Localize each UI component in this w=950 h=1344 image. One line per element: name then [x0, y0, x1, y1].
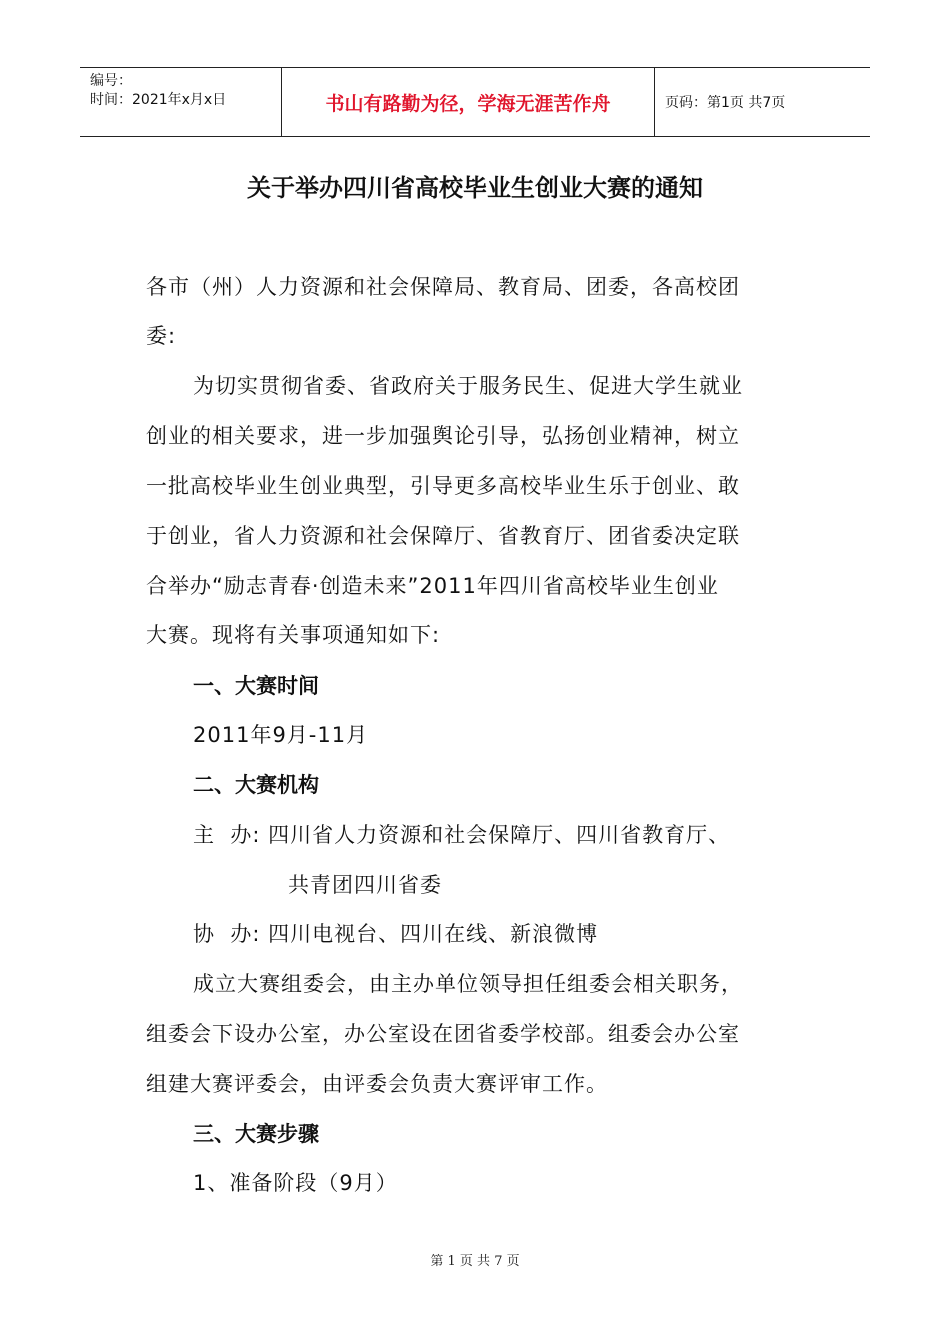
paragraph-line: 大赛。现将有关事项通知如下:	[146, 623, 441, 647]
header-table	[80, 67, 870, 137]
paragraph-line: 组委会下设办公室，办公室设在团省委学校部。组委会办公室	[146, 1022, 740, 1046]
paragraph-line: 合举办“励志青春·创造未来”2011年四川省高校毕业生创业	[146, 574, 719, 598]
paragraph-line: 于创业，省人力资源和社会保障厅、省教育厅、团省委决定联	[146, 524, 740, 548]
host-line: 主 办: 四川省人力资源和社会保障厅、四川省教育厅、	[193, 823, 731, 847]
paragraph-line: 组建大赛评委会，由评委会负责大赛评审工作。	[146, 1072, 608, 1096]
header-meta-cell	[80, 68, 282, 136]
section-heading-time: 一、大赛时间	[193, 674, 319, 698]
salutation-line-1: 各市（州）人力资源和社会保障局、教育局、团委，各高校团	[146, 275, 740, 299]
section-heading-organization: 二、大赛机构	[193, 773, 319, 797]
paragraph-line: 一批高校毕业生创业典型，引导更多高校毕业生乐于创业、敢	[146, 474, 740, 498]
step-item: 1、准备阶段（9月）	[193, 1171, 398, 1195]
page-footer: 第 1 页 共 7 页	[430, 1254, 520, 1269]
host-line-continued: 共青团四川省委	[288, 873, 442, 897]
paragraph-line: 成立大赛组委会，由主办单位领导担任组委会相关职务，	[193, 972, 743, 996]
salutation-line-2: 委:	[146, 324, 177, 348]
contest-dates: 2011年9月-11月	[193, 723, 369, 747]
paragraph-line: 为切实贯彻省委、省政府关于服务民生、促进大学生就业	[193, 374, 743, 398]
doc-date: 时间：2021年x月x日	[90, 92, 227, 108]
header-slogan: 书山有路勤为径，学海无涯苦作舟	[282, 68, 655, 136]
paragraph-line: 创业的相关要求，进一步加强舆论引导，弘扬创业精神，树立	[146, 424, 740, 448]
document-title: 关于举办四川省高校毕业生创业大赛的通知	[247, 173, 703, 202]
co-host-line: 协 办: 四川电视台、四川在线、新浪微博	[193, 922, 599, 946]
doc-number: 编号：	[90, 73, 132, 89]
header-page-info: 页码：第1页 共7页	[665, 95, 786, 111]
section-heading-steps: 三、大赛步骤	[193, 1122, 319, 1146]
